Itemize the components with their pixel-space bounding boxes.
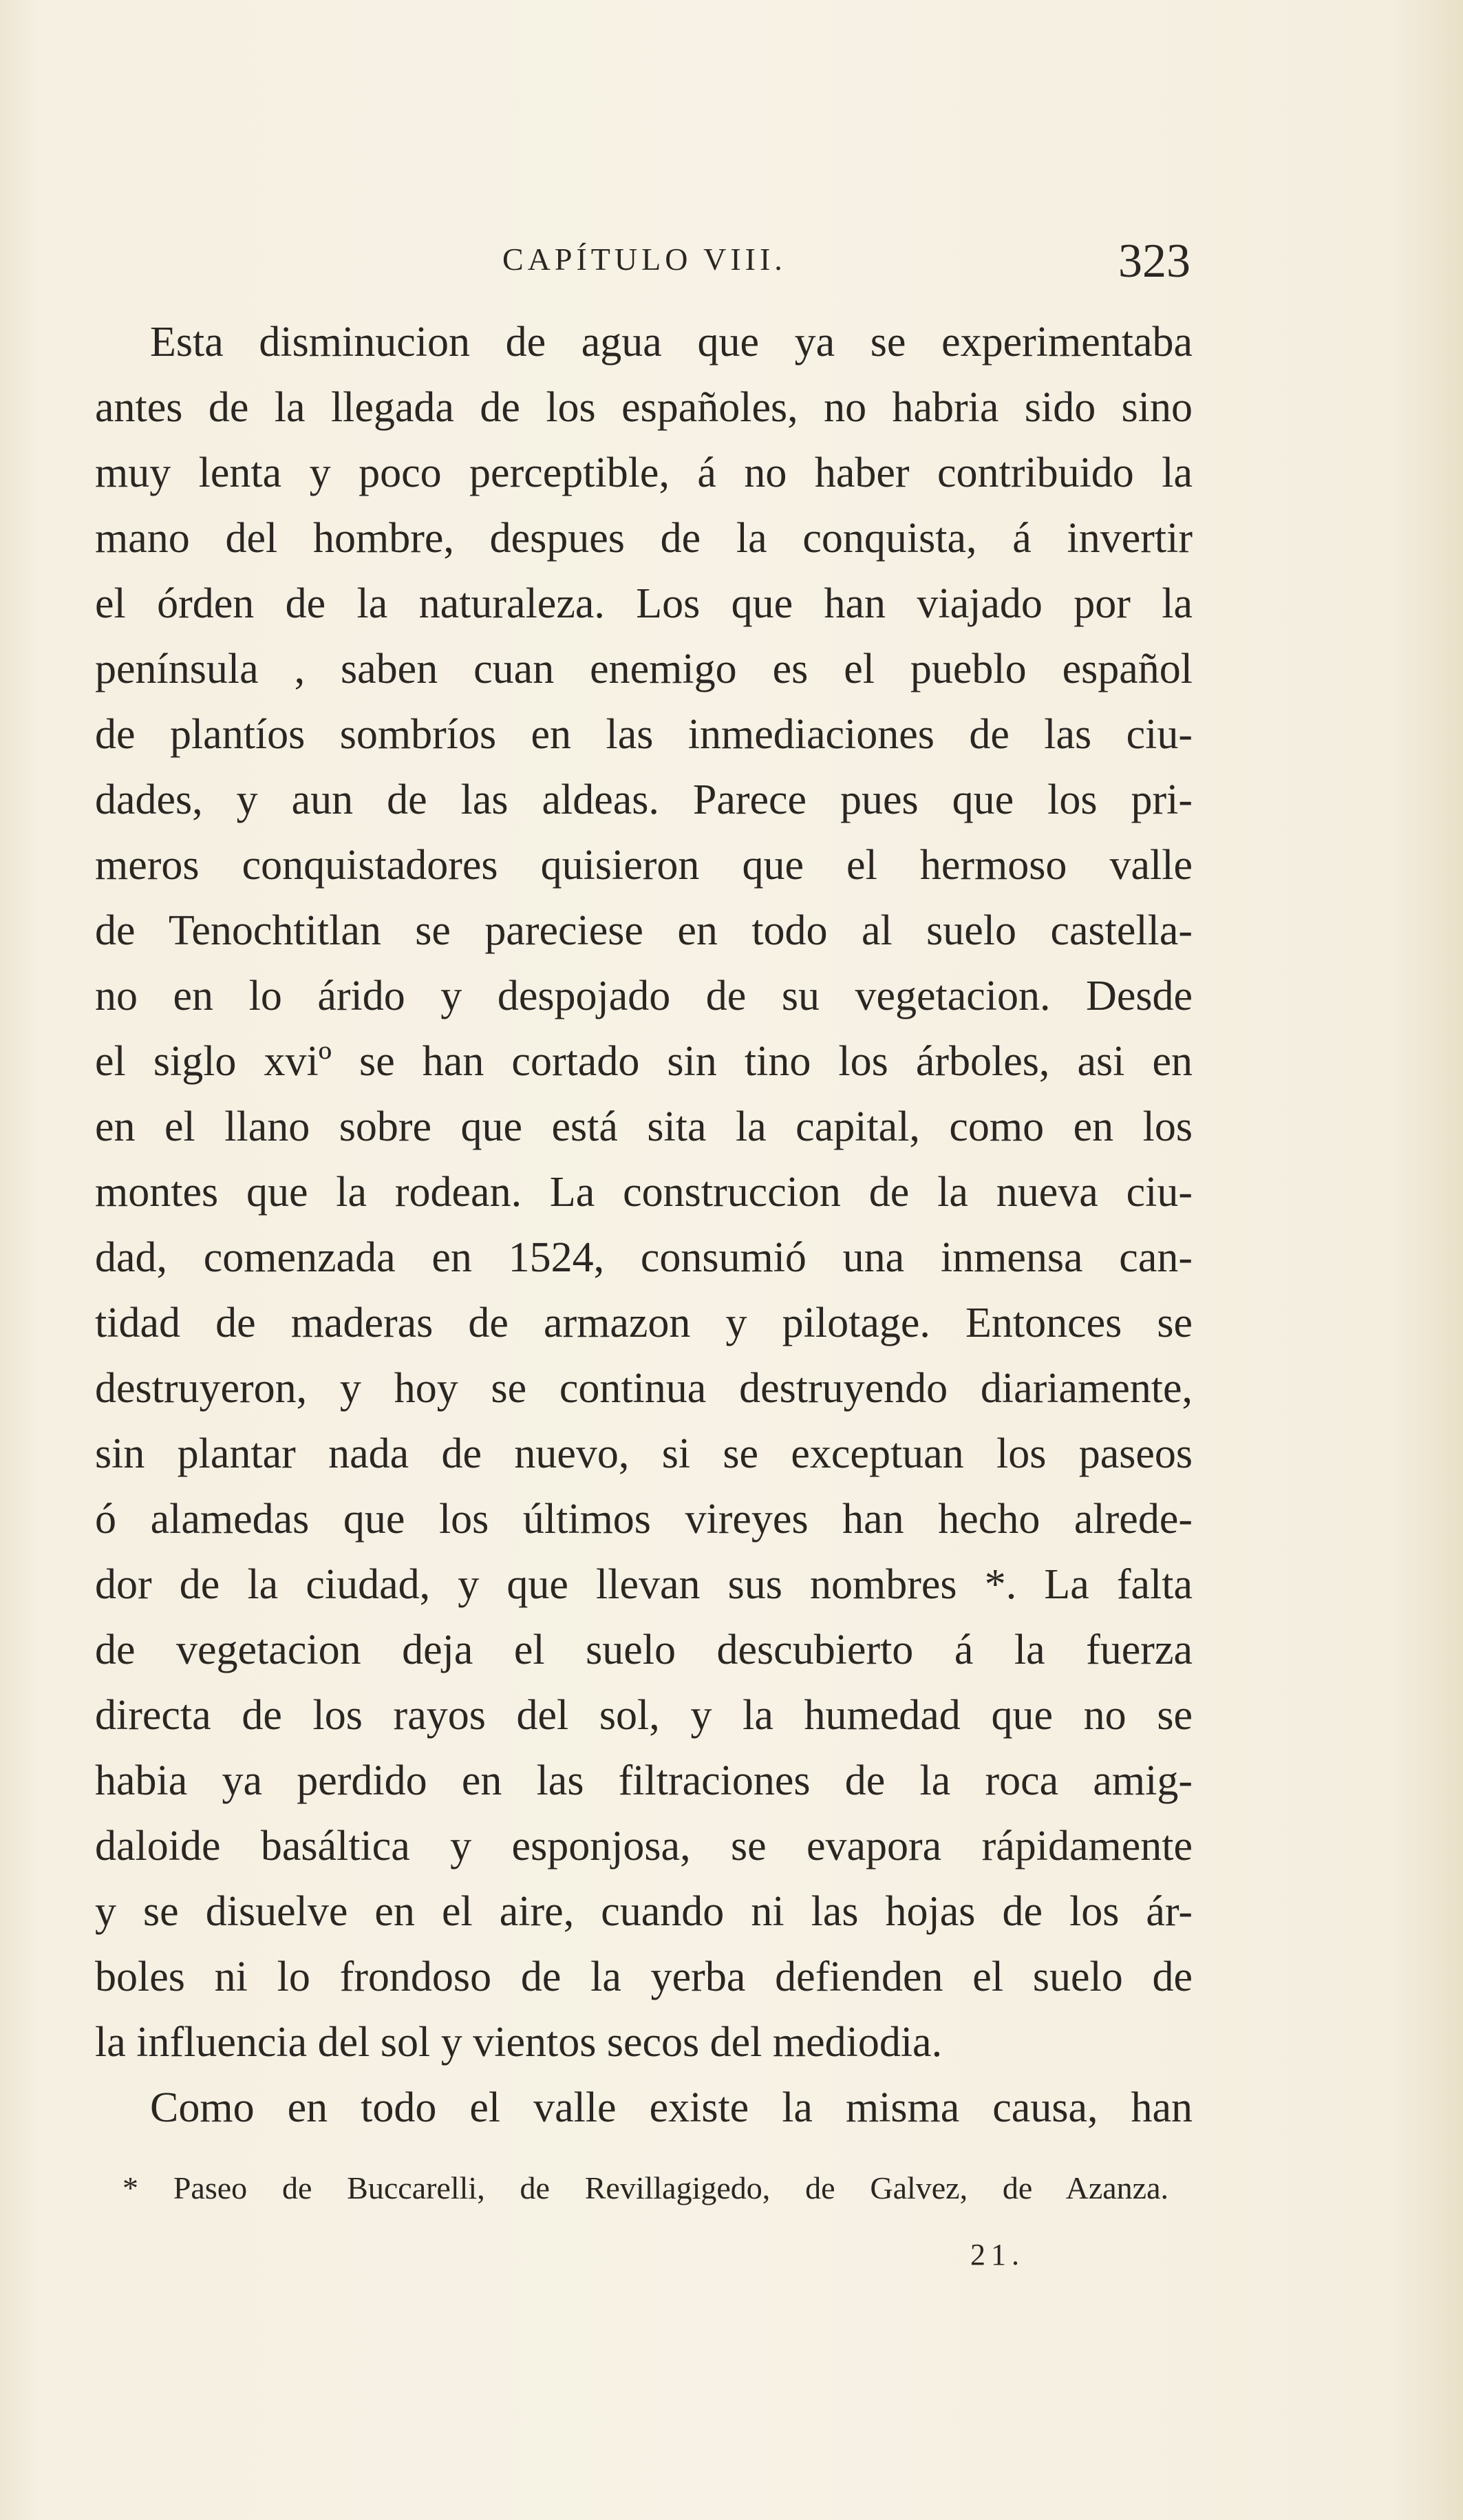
text-line: antes de la llegada de los españoles, no habria sido sino	[95, 384, 1193, 431]
text-line: de plantíos sombríos en las inmediaciones de las ciu-	[95, 711, 1193, 758]
text-line: mano del hombre, despues de la conquista, á invertir	[95, 515, 1193, 562]
footnote: * Paseo de Buccarelli, de Revillagigedo, de Galvez, de Azanza.	[122, 2170, 1168, 2205]
text-line: en el llano sobre que está sita la capital, como en los	[95, 1103, 1193, 1150]
text-line: de Tenochtitlan se pareciese en todo al suelo castella-	[95, 907, 1193, 954]
text-line: directa de los rayos del sol, y la humedad que no se	[95, 1692, 1193, 1739]
text-line: sin plantar nada de nuevo, si se exceptuan los paseos	[95, 1430, 1193, 1477]
text-line: de vegetacion deja el suelo descubierto á la fuerza	[95, 1627, 1193, 1673]
text-line: destruyeron, y hoy se continua destruyendo diariamente,	[95, 1365, 1193, 1412]
text-line: tidad de maderas de armazon y pilotage. Entonces se	[95, 1300, 1193, 1346]
text-line: dades, y aun de las aldeas. Parece pues que los pri-	[95, 776, 1193, 823]
text-line: el órden de la naturaleza. Los que han viajado por la	[95, 580, 1193, 627]
text-line: habia ya perdido en las filtraciones de la roca amig-	[95, 1757, 1193, 1804]
text-line: no en lo árido y despojado de su vegetacion. Desde	[95, 973, 1193, 1019]
text-line: dor de la ciudad, y que llevan sus nombres *. La falta	[95, 1561, 1193, 1608]
body-text	[95, 310, 1193, 2141]
text-line: montes que la rodean. La construccion de la nueva ciu-	[95, 1169, 1193, 1216]
text-line: dad, comenzada en 1524, consumió una inmensa can-	[95, 1234, 1193, 1281]
text-line: Esta disminucion de agua que ya se experimentaba	[150, 319, 1193, 366]
text-line: ó alamedas que los últimos vireyes han hecho alrede-	[95, 1496, 1193, 1543]
text-line: península , saben cuan enemigo es el pueblo español	[95, 646, 1193, 692]
running-head: CAPÍTULO VIII.	[502, 242, 787, 277]
text-line: meros conquistadores quisieron que el hermoso valle	[95, 842, 1193, 889]
signature-mark: 21.	[970, 2238, 1025, 2272]
page-number: 323	[1118, 235, 1190, 288]
text-line: y se disuelve en el aire, cuando ni las hojas de los ár-	[95, 1888, 1193, 1935]
text-line: daloide basáltica y esponjosa, se evapora rápidamente	[95, 1823, 1193, 1870]
text-line: Como en todo el valle existe la misma causa, han	[150, 2084, 1193, 2131]
page-header	[0, 234, 1463, 289]
text-line: la influencia del sol y vientos secos del mediodia.	[95, 2019, 943, 2066]
text-line: muy lenta y poco perceptible, á no haber contribuido la	[95, 449, 1193, 496]
text-line: boles ni lo frondoso de la yerba defienden el suelo de	[95, 1953, 1193, 2000]
text-line: el siglo xviº se han cortado sin tino los árboles, asi en	[95, 1038, 1193, 1085]
